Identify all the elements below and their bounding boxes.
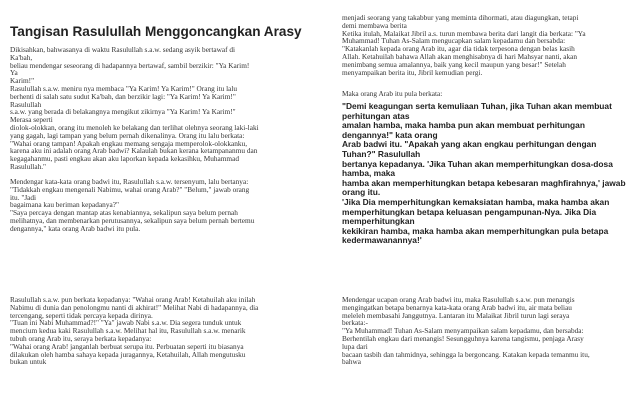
text-line: kekikiran hamba, maka hamba akan memperhitungkan pula betapa [342,225,609,236]
right-paragraph-3 [342,296,590,366]
text-line: Rasulullah [10,99,42,109]
text-line: berkata:- [342,318,368,328]
text-line: perhitungan atas [342,110,410,121]
right-paragraph-2: Maka orang Arab itu pula berkata: [342,89,443,98]
text-line: s.a.w. yang berada di belakangnya mengikut zikirnya "Ya Karim! Ya Karim!" [10,107,236,117]
text-line: bukan untuk [10,357,47,367]
text-line: dengannya," kata orang Arab badwi itu pula. [10,223,141,233]
text-line: Berhentilah engkau dari menangis! Sesungguhnya karena tangismu, penjaga Arasy [342,333,584,343]
text-line: meleleh membasahi Janggutnya. Lantaran itu Malaikat Jibril turun lagi seraya [342,310,570,320]
text-line: tercengang, seperti tidak percaya kepada dirinya. [10,310,153,320]
text-line: "Tidakkah engkau mengenali Nabimu, wahai orang Arab?" "Belum," jawab orang [10,184,250,194]
text-line: "Wahai orang tampan! Apakah engkau memang sengaja memperolok-olokkanku, [10,138,248,148]
text-line: Karim!" [10,76,35,86]
text-line: "Katakanlah kepada orang Arab itu, agar dia tidak terpesona dengan belas kasih [342,44,575,54]
text-line: bagaimana kau beriman kepadanya?" [10,200,119,210]
text-line: orang itu. [342,187,381,198]
text-line: Rasulullah." [10,161,47,171]
text-line: mengingatkan betapa benarnya kata-kata orang Arab badwi itu, air mata beliau [342,302,572,312]
text-line: Merasa seperti [10,115,53,125]
text-line: memperhitungkan betapa keluasan pengampunan-Nya. Jika Dia [342,206,597,217]
text-line: memperhitungkan [342,216,415,227]
text-line: kedermawanannya!' [342,235,422,246]
text-line: Rasulullah s.a.w. meniru nya membaca "Ya Karim! Ya Karim!" Orang itu lalu [10,83,238,93]
text-line: kegagahanmu, pasti engkau akan aku laporkan kepada kekasihku, Muhammad [10,154,239,164]
page-title: Tangisan Rasulullah Menggoncangkan Arasy [10,24,302,39]
text-line: lupa dari [342,341,368,351]
text-line: melihatnya, dan membenarkan perutusannya, sekalipun saya belum pernah bertemu [10,215,255,225]
text-line: bertanya kepadanya. 'Jika Tuhan akan memperhitungkan dosa-dosa [342,158,613,169]
text-line: "Tuan ini Nabi Muhammad?!" "Ya" jawab Nabi s.a.w. Dia segera tunduk untuk [10,318,242,328]
left-paragraph-2 [10,178,254,233]
text-line: "Saya percaya dengan mantap atas kenabiannya, sekalipun saya belum pernah [10,208,238,218]
text-line: diolok-olokkan, orang itu menoleh ke belakang dan terlihat olehnya seorang laki-laki [10,122,259,132]
text-line: Ketika itulah, Malaikat Jibril a.s. turun membawa berita dari langit dia berkata: "Ya [342,28,586,38]
text-line: mencium kedua kaki Rasulullah s.a.w. Melihat hal itu, Rasulullah s.a.w. menarik [10,326,246,336]
text-line: karena aku ini adalah orang Arab badwi? Kalaulah bukan kerana ketampananmu dan [10,146,258,156]
text-line: Allah. Ketahuilah bahawa Allah akan menghisabnya di hari Mahsyar nanti, akan [342,51,578,61]
text-line: yang gagah, lagi tampan yang belum pernah dikenalinya. Orang itu lalu berkata: [10,130,245,140]
text-line: bacaan tasbih dan tahmidnya, sehingga la bergoncang. Katakan kepada temanmu itu, [342,349,590,359]
text-line: menimbang semua amalannya, baik yang kecil maupun yang besar!" Setelah [342,59,566,69]
left-paragraph-1 [10,46,259,171]
text-line: beliau mendengar seseorang di hadapannya bertawaf, sambil berzikir: "Ya Karim! [10,60,250,70]
text-line: dengannya!" kata orang [342,129,438,140]
text-line: itu. "Jadi [10,192,37,202]
left-paragraph-3 [10,296,258,366]
text-line: menjadi seorang yang takabbur yang meminta dihormati, atau diagungkan, tetapi [342,13,579,22]
text-line: dilakukan oleh hamba sahaya kepada juragannya, Ketahuilah, Allah mengutusku [10,349,246,359]
text-line: hamba, maka [342,168,396,179]
text-line: amalan hamba, maka hamba pun akan membuat perhitungan [342,120,585,131]
text-line: Mendengar ucapan orang Arab badwi itu, maka Rasulullah s.a.w. pun menangis [342,295,575,304]
text-line: Dikisahkan, bahwasanya di waktu Rasulullah s.a.w. sedang asyik bertawaf di [10,45,236,54]
text-line: tubuh orang Arab itu, seraya berkata kepadanya: [10,333,152,343]
text-line: bahwa [342,357,362,367]
right-bold-dialogue [342,102,626,246]
text-line: Rasulullah s.a.w. pun berkata kepadanya: "Wahai orang Arab! Ketahuilah aku inilah [10,295,256,304]
text-line: berhenti di salah satu sudut Ka'bah, dan berzikir lagi: "Ya Karim! Ya Karim!" [10,91,236,101]
right-paragraph-1 [342,14,586,76]
text-line: menyampaikan berita itu, Jibril kemudian pergi. [342,67,483,77]
text-line: Mendengar kata-kata orang badwi itu, Rasulullah s.a.w. tersenyum, lalu bertanya: [10,177,249,186]
text-line: Arab badwi itu. "Apakah yang akan engkau perhitungan dengan [342,139,597,150]
text-line: Ya [10,68,18,78]
text-line: "Ya Muhammad! Tuhan As-Salam menyampaikan salam kepadamu, dan bersabda: [342,326,584,336]
text-line: Nabimu di dunia dan penolongmu nanti di akhirat!" Melihat Nabi di hadapannya, dia [10,302,259,312]
text-line: hamba akan memperhitungkan betapa kebesaran maghfirahnya,' jawab [342,177,626,188]
text-line: demi membawa berita [342,20,407,30]
text-line: "Demi keagungan serta kemuliaan Tuhan, jika Tuhan akan membuat [342,101,612,111]
text-line: 'Jika Dia memperhitungkan kemaksiatan hamba, maka hamba akan [342,196,610,207]
text-line: "Wahai orang Arab! janganlah berbuat serupa itu. Perbuatan seperti itu biasanya [10,341,244,351]
text-line: Tuhan?" Rasulullah [342,148,421,159]
text-line: Ka'bah, [10,52,33,62]
text-line: Muhammad! Tuhan As-Salam mengucapkan salam kepadamu dan bersabda: [342,36,566,46]
